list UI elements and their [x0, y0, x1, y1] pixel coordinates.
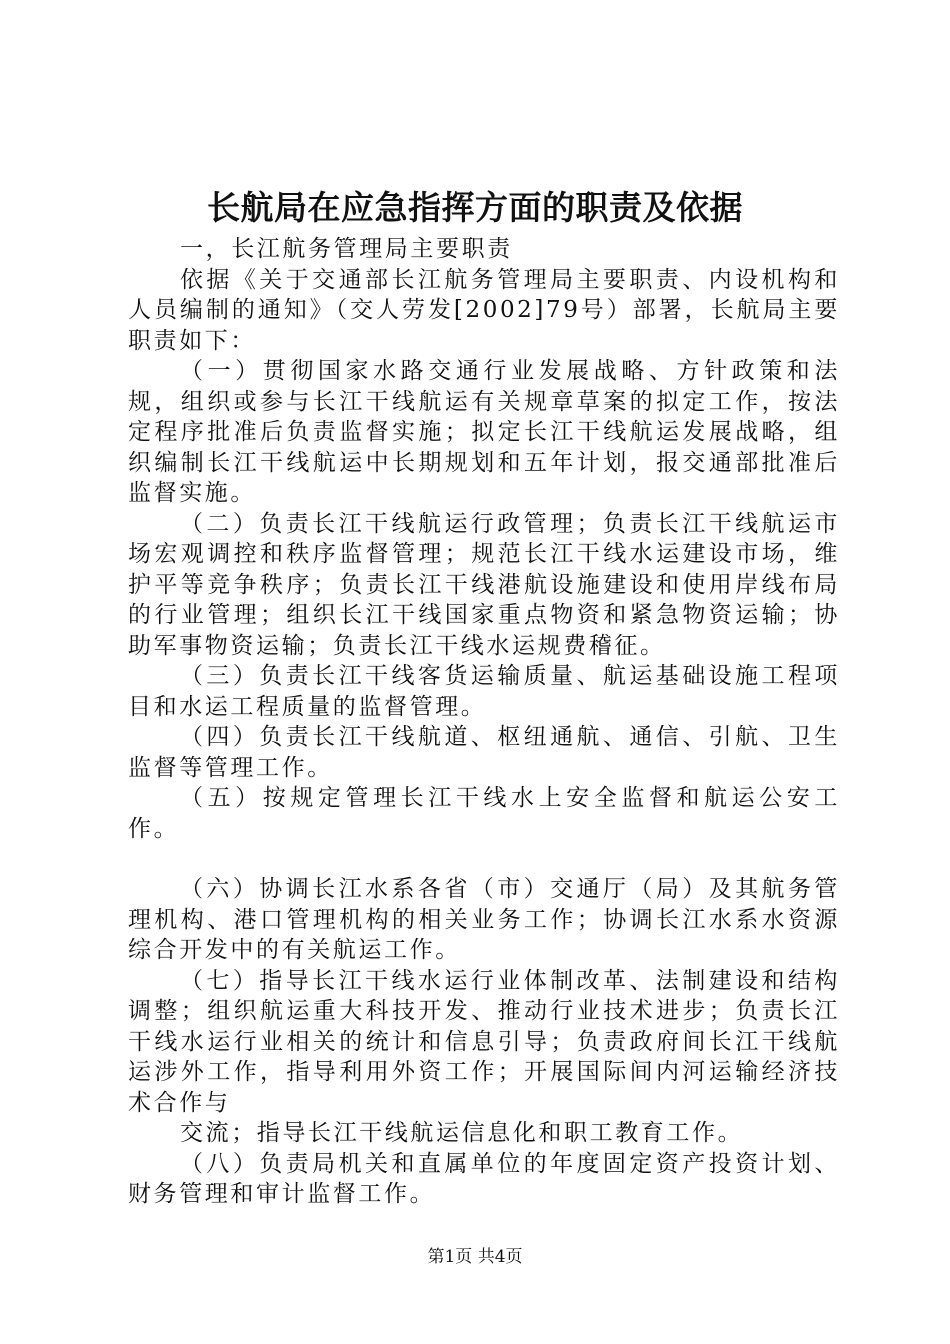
document-body — [128, 234, 840, 1210]
intro-paragraph: 依据《关于交通部长江航务管理局主要职责、内设机构和人员编制的通知》（交人劳发[2002]79号）部署，长航局主要职责如下： — [128, 266, 840, 354]
duty-item-5: （五）按规定管理长江干线水上安全监督和航运公安工作。 — [128, 785, 840, 842]
duty-item-4: （四）负责长江干线航道、枢纽通航、通信、引航、卫生监督等管理工作。 — [128, 724, 840, 781]
duty-item-3: （三）负责长江干线客货运输质量、航运基础设施工程项目和水运工程质量的监督管理。 — [128, 663, 840, 720]
document-title: 长航局在应急指挥方面的职责及依据 — [207, 188, 743, 227]
section-heading: 一，长江航务管理局主要职责 — [180, 236, 513, 262]
duty-item-6: （六）协调长江水系各省（市）交通厅（局）及其航务管理机构、港口管理机构的相关业务工作；协调长江水系水资源综合开发中的有关航运工作。 — [128, 876, 840, 963]
duty-item-2: （二）负责长江干线航运行政管理；负责长江干线航运市场宏观调控和秩序监督管理；规范长江干线水运建设市场，维护平等竞争秩序；负责长江干线港航设施建设和使用岸线布局的行业管理；组织长江干线国家重点物资和紧急物资运输；协助军事物资运输；负责长江干线水运规费稽征。 — [128, 510, 840, 659]
duty-item-7: （七）指导长江干线水运行业体制改革、法制建设和结构调整；组织航运重大科技开发、推动行业技术进步；负责长江干线水运行业相关的统计和信息引导；负责政府间长江干线航运涉外工作，指导利用外资工作；开展国际间内河运输经济技术合作与 — [128, 967, 840, 1116]
duty-item-7-continued: 交流；指导长江干线航运信息化和职工教育工作。 — [180, 1120, 744, 1146]
duty-item-8: （八）负责局机关和直属单位的年度固定资产投资计划、财务管理和审计监督工作。 — [128, 1150, 840, 1207]
page-number: 第1页 共4页 — [427, 1247, 523, 1267]
duty-item-1: （一）贯彻国家水路交通行业发展战略、方针政策和法规，组织或参与长江干线航运有关规章草案的拟定工作，按法定程序批准后负责监督实施；拟定长江干线航运发展战略，组织编制长江干线航运中长期规划和五年计划，报交通部批准后监督实施。 — [128, 358, 840, 506]
